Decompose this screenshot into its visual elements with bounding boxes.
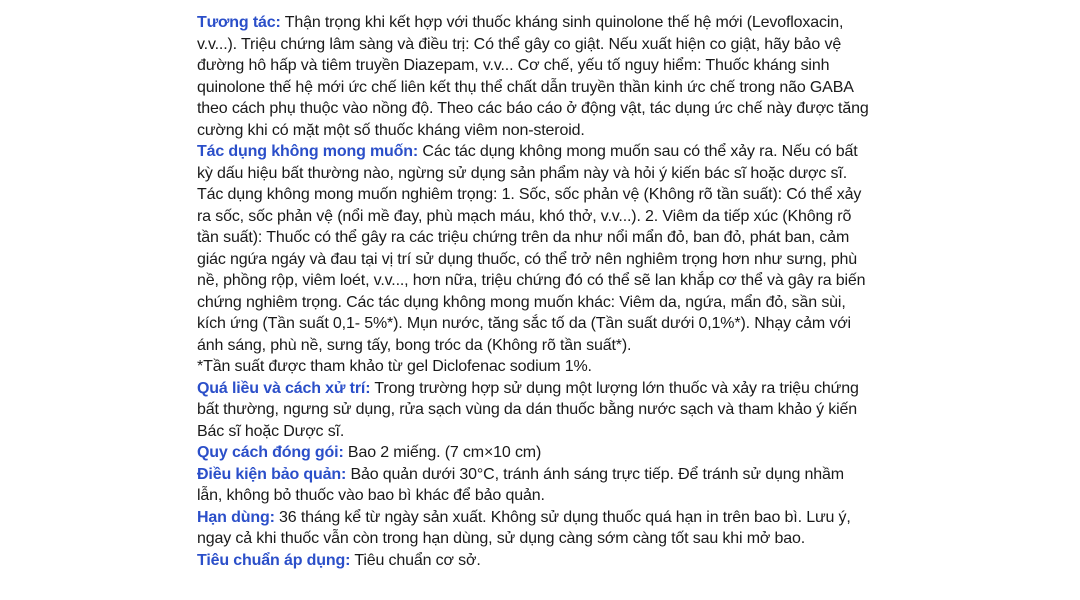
section-body: Các tác dụng không mong muốn sau có thể xảy ra. Nếu có bất kỳ dấu hiệu bất thường nào, ngừng sử dụng sản phẩm này và hỏi ý kiến bác sĩ hoặc dược sĩ. Tác dụng không mong muốn nghiêm trọng: 1. Sốc, sốc phản vệ (Không rõ tần suất): Có thể xảy ra sốc, sốc phản vệ (nổi mề đay, phù mạch máu, khó thở, v.v...). 2. Viêm da tiếp xúc (Không rõ tần suất): Thuốc có thể gây ra các triệu chứng trên da như nổi mẩn đỏ, ban đỏ, phát ban, cảm giác ngứa ngáy và đau tại vị trí sử dụng thuốc, có thể trở nên nghiêm trọng hơn như sưng, phù nề, phồng rộp, viêm loét, v.v..., hơn nữa, triệu chứng đó có thể sẽ lan khắp cơ thể và gây ra biến chứng nghiêm trọng. Các tác dụng không mong muốn khác: Viêm da, ngứa, mẩn đỏ, sần sùi, kích ứng (Tần suất 0,1- 5%*). Mụn nước, tăng sắc tố da (Tần suất dưới 0,1%*). Nhạy cảm với ánh sáng, phù nề, sưng tấy, bong tróc da (Không rõ tần suất*). <box>197 143 866 354</box>
section-storage <box>197 464 869 507</box>
section-packaging <box>197 442 869 464</box>
section-side-effects-note <box>197 356 869 378</box>
footnote: *Tần suất được tham khảo từ gel Diclofenac sodium 1%. <box>197 358 592 375</box>
section-body: 36 tháng kể từ ngày sản xuất. Không sử dụng thuốc quá hạn in trên bao bì. Lưu ý, ngay cả khi thuốc vẫn còn trong hạn dùng, sử dụng càng sớm càng tốt sau khi mở bao. <box>197 508 851 547</box>
section-heading: Quy cách đóng gói: <box>197 444 344 461</box>
section-heading: Tiêu chuẩn áp dụng: <box>197 551 351 569</box>
section-body: Bảo quản dưới 30°C, tránh ánh sáng trực tiếp. Để tránh sử dụng nhầm lẫn, không bỏ thuốc vào bao bì khác để bảo quản. <box>197 465 844 504</box>
section-side-effects <box>197 141 869 356</box>
section-body: Thận trọng khi kết hợp với thuốc kháng sinh quinolone thế hệ mới (Levofloxacin, v.v...). Triệu chứng lâm sàng và điều trị: Có thể gây co giật. Nếu xuất hiện co giật, hãy bảo vệ đường hô hấp và tiêm truyền Diazepam, v.v... Cơ chế, yếu tố nguy hiểm: Thuốc kháng sinh quinolone thế hệ mới ức chế liên kết thụ thể chất dẫn truyền thần kinh ức chế trong não GABA theo cách phụ thuộc vào nồng độ. Theo các báo cáo ở động vật, tác dụng ức chế này được tăng cường khi có mặt một số thuốc kháng viêm non-steroid. <box>197 14 869 139</box>
section-interactions <box>197 12 869 141</box>
section-heading: Quá liều và cách xử trí: <box>197 379 371 397</box>
section-overdose <box>197 378 869 443</box>
section-heading: Tương tác: <box>197 14 281 31</box>
section-shelf-life <box>197 507 869 550</box>
section-body: Trong trường hợp sử dụng một lượng lớn thuốc và xảy ra triệu chứng bất thường, ngưng sử dụng, rửa sạch vùng da dán thuốc bằng nước sạch và tham khảo ý kiến Bác sĩ hoặc Dược sĩ. <box>197 379 859 440</box>
leaflet-text-block <box>197 12 869 571</box>
section-body: Bao 2 miếng. (7 cm×10 cm) <box>343 444 542 461</box>
section-heading: Hạn dùng: <box>197 508 275 526</box>
section-body: Tiêu chuẩn cơ sở. <box>350 551 481 569</box>
section-heading: Điều kiện bảo quản: <box>197 465 347 483</box>
section-standard <box>197 550 869 572</box>
section-heading: Tác dụng không mong muốn: <box>197 143 419 160</box>
